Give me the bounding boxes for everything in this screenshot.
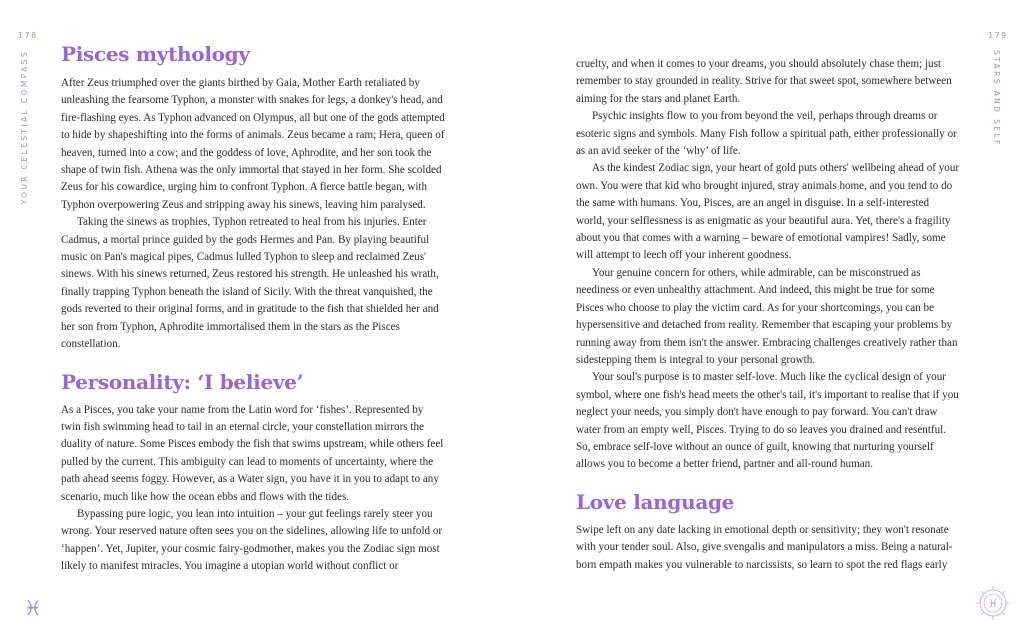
paragraph: Your genuine concern for others, while admirable, can be misconstrued as neediness or even unhealthy attachment. And indeed, this might be true for some Pisces who choose to play the victim card. As for your shortcomings, you can be hypersensitive and detached from reality. Remember that escaping your problems by running away from them isn't the answer. Embracing challenges creatively rather than sidestepping them is integral to your personal growth. xyxy=(576,266,958,366)
paragraph: cruelty, and when it comes to your dreams, you should absolutely chase them; just remember to stay grounded in reality. Strive for that sweet spot, somewhere between aiming for the stars and planet Earth. xyxy=(576,58,952,105)
section-heading-mythology: Pisces mythology xyxy=(61,42,250,66)
right-column xyxy=(576,56,960,574)
running-head: STARS AND SELF xyxy=(992,50,1001,147)
paragraph: Your soul's purpose is to master self-love. Much like the cyclical design of your symbol, where one fish's head meets the other's tail, it's important to realise that if you neglect your needs, you simply don't have enough to pay forward. You can't draw water from an empty well, Pisces. Trying to do so leaves you drained and resentful. So, embrace self-love without an ounce of guilt, knowing that nurturing yourself allows you to become a better friend, partner and all-round human. xyxy=(576,371,959,471)
section-heading-love-language: Love language xyxy=(576,489,735,514)
paragraph: Psychic insights flow to you from beyond the veil, perhaps through dreams or esoteric signs and symbols. Many Fish follow a spiritual path, either professionally or as an avid seeker of the ‘why’ of life. xyxy=(576,110,957,158)
paragraph: Swipe left on any date lacking in emotional depth or sensitivity; they won't resonate with your tender soul. Also, give svengalis and manipulators a miss. Being a natural-born empath makes you vulnerable to narcissists, so learn to spot the red flags early xyxy=(576,523,953,571)
left-column xyxy=(61,40,445,576)
paragraph: After Zeus triumphed over the giants birthed by Gaia, Mother Earth retaliated by unleashing the fearsome Typhon, a monster with snakes for legs, a donkey's head, and fire-flashing eyes. As Typhon advanced on Olympus, all but one of the gods attempted to hide by shapeshifting into the forms of animals. Zeus became a ram; Hera, queen of heaven, turned into a cow; and the goddess of love, Aphrodite, and her son took the shape of twin fish. Athena was the only immortal that stayed in her form. She scolded Zeus for his cowardice, urging him to confront Typhon. A fierce battle began, with Typhon overpowering Zeus and stripping away his sinews, leaving him paralysed. xyxy=(61,77,445,211)
page-number: 179 xyxy=(988,31,1008,40)
paragraph: As a Pisces, you take your name from the Latin word for ‘fishes’. Represented by twin fish swimming head to tail in an eternal circle, your constellation mirrors the duality of nature. Some Pisces embody the fish that swims upstream, while others feel pulled by the current. This ambiguity can lead to moments of uncertainty, where the path ahead seems foggy. However, as a Water sign, you have it in you to adapt to any scenario, much like how the ocean ebbs and flows with the tides. xyxy=(61,403,444,503)
pisces-symbol-icon: ♓ xyxy=(24,596,42,620)
section-heading-personality: Personality: ‘I believe’ xyxy=(61,369,304,394)
page-number: 178 xyxy=(18,31,38,40)
paragraph: As the kindest Zodiac sign, your heart of gold puts others' wellbeing ahead of your own. You were that kid who brought injured, stray animals home, and you tend to do the same with humans. You, Pisces, are an angel in disguise. In a self-interested world, your selflessness is as enigmatic as your beautiful aura. Yet, there's a fragility about you that comes with a warning – beware of emotional vampires! Sadly, some will attempt to leech off your inherent goodness. xyxy=(576,162,960,262)
badge-glyph: ♓ xyxy=(988,597,998,610)
right-page xyxy=(512,0,1024,640)
running-head: YOUR CELESTIAL COMPASS xyxy=(20,50,29,205)
paragraph: Bypassing pure logic, you lean into intuition – your gut feelings rarely steer you wrong. Your reserved nature often sees you on the sidelines, allowing life to unfold or ‘happen’. Yet, Jupiter, your cosmic fairy-godmother, makes you the Zodiac sign most likely to manifest miracles. You imagine a utopian world without conflict or xyxy=(61,507,443,573)
paragraph: Taking the sinews as trophies, Typhon retreated to heal from his injuries. Enter Cadmus, a mortal prince guided by the gods Hermes and Pan. By playing beautiful music on Pan's magical pipes, Cadmus lulled Typhon to sleep and reclaimed Zeus' sinews. With his sinews returned, Zeus restored his strength. He unleashed his wrath, finally trapping Typhon beneath the island of Sicily. With the threat vanquished, the gods reverted to their original forms, and in gratitude to the fish that shielded her and her son from Typhon, Aphrodite immortalised them in the stars as the Pisces constellation. xyxy=(61,216,439,351)
pisces-emblem-icon xyxy=(974,584,1012,622)
